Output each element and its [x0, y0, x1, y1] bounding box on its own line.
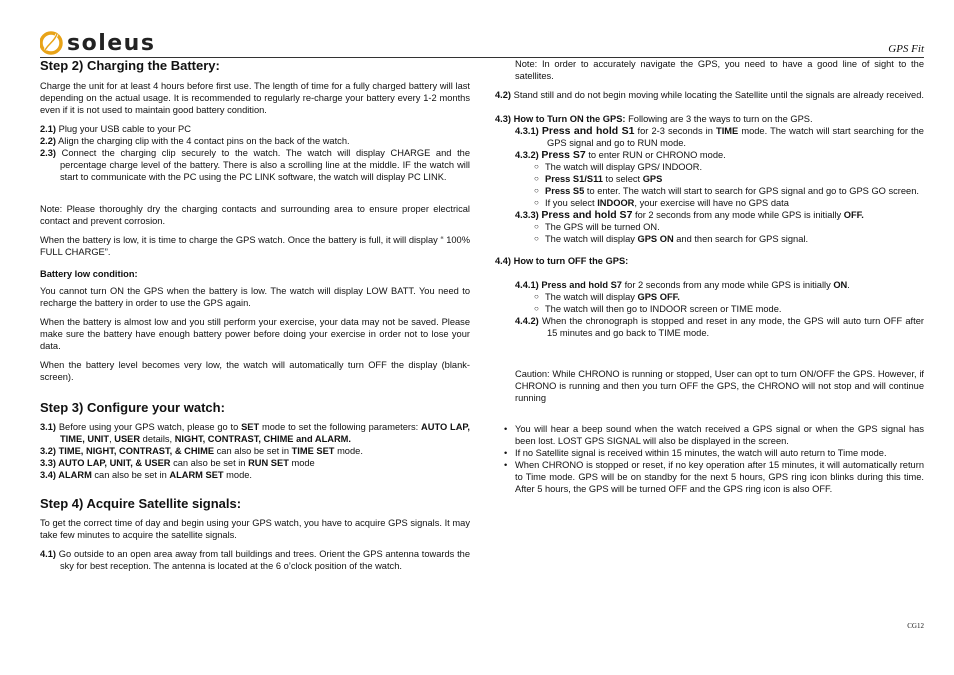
- step-3-2: 3.2) TIME, NIGHT, CONTRAST, & CHIME can also be set in TIME SET mode.: [40, 446, 363, 456]
- soleus-logo-icon: [40, 28, 190, 58]
- step-2-2: 2.2) Align the charging clip with the 4 contact pins on the back of the watch.: [40, 136, 350, 146]
- step-3-1: 3.1) Before using your GPS watch, please go to SET mode to set the following parameters: AUTO LAP, TIME, UNIT, USER details, NIGHT, CONTRAST, CHIME and ALARM.: [40, 422, 470, 444]
- step-2-3: 2.3) Connect the charging clip securely to the watch. The watch will display CHARGE and the percentage charge level of the battery. There is also a scrolling line at the middle. IF the watch will start to communicate with the PC using the PC LINK software, the watch will display PC LINK.: [40, 148, 470, 182]
- step-4-4-1-option-2: ○ The watch will then go to INDOOR screen or TIME mode.: [495, 303, 924, 315]
- step2-title: Step 2) Charging the Battery:: [40, 58, 220, 73]
- battery-low-para-1: You cannot turn ON the GPS when the battery is low. The watch will display LOW BATT. You need to recharge the battery in order to use the GPS again.: [40, 286, 470, 308]
- battery-full-text: When the battery is low, it is time to charge the GPS watch. Once the battery is full, it will display “ 100% FULL CHARGE”.: [40, 235, 470, 257]
- step-3-4: 3.4) ALARM can also be set in ALARM SET mode.: [40, 470, 253, 480]
- step2-intro: Charge the unit for at least 4 hours before first use. The length of time for a fully charged battery will last depending on the actual usage. It is recommended to regularly re-charge your battery every 1-2 months even if it is not used to maintain good battery condition.: [40, 81, 470, 115]
- step-4-3-heading: 4.3) How to Turn ON the GPS: Following are 3 the ways to turn on the GPS.: [495, 114, 813, 124]
- product-name: GPS Fit: [888, 43, 924, 55]
- battery-low-para-2: When the battery is almost low and you still perform your exercise, your data may not be saved. Please make sure the battery have enough battery power before doing your exercise in order not to lose your data.: [40, 317, 470, 351]
- step-4-2: 4.2) Stand still and do not begin moving while locating the Satellite until the signals are already received.: [495, 90, 924, 100]
- step-4-3-2-option-3: ○ Press S5 to enter. The watch will start to search for GPS signal and go to GPS GO screen.: [495, 185, 924, 197]
- note-bullet-1: • You will hear a beep sound when the watch received a GPS signal or when the GPS signal has been lost. LOST GPS SIGNAL will also be displayed in the screen.: [495, 423, 924, 447]
- step-4-3-2-option-2: ○ Press S1/S11 to select GPS: [495, 173, 924, 185]
- brand-logo: [40, 28, 190, 58]
- note-dry-contacts: Note: Please thoroughly dry the charging contacts and surrounding area to ensure proper electrical contact and prevent corrosion.: [40, 204, 470, 226]
- step3-title: Step 3) Configure your watch:: [40, 400, 225, 415]
- step-4-4-1: 4.4.1) Press and hold S7 for 2 seconds from any mode while GPS is initially ON.: [515, 280, 850, 290]
- step-4-3-3-option-2: ○ The watch will display GPS ON and then search for GPS signal.: [495, 233, 924, 245]
- step-4-3-2: 4.3.2) Press S7 to enter RUN or CHRONO mode.: [515, 149, 726, 161]
- left-column: [40, 58, 470, 572]
- step-4-4-1-option-1: ○ The watch will display GPS OFF.: [495, 291, 924, 303]
- step4-title: Step 4) Acquire Satellite signals:: [40, 496, 242, 511]
- step-4-3-3: 4.3.3) Press and hold S7 for 2 seconds from any mode while GPS is initially OFF.: [515, 209, 864, 221]
- footer-code: CG12: [907, 622, 924, 630]
- note-bullet-2: • If no Satellite signal is received within 15 minutes, the watch will auto return to Time mode.: [495, 447, 924, 459]
- caution-text: Caution: While CHRONO is running or stopped, User can opt to turn ON/OFF the GPS. However, if CHRONO is running and then you turn OFF the GPS, the CHRONO will not stop and will continue running: [515, 369, 924, 403]
- step-4-4-2: 4.4.2) When the chronograph is stopped and reset in any mode, the GPS will auto turn OFF after 15 minutes and go back to TIME mode.: [515, 316, 924, 338]
- step-2-1: 2.1) Plug your USB cable to your PC: [40, 124, 191, 134]
- brand-name: soleus: [67, 31, 156, 56]
- step-4-3-2-option-1: ○ The watch will display GPS/ INDOOR.: [495, 161, 924, 173]
- note-line-of-sight: Note: In order to accurately navigate the GPS, you need to have a good line of sight to the satellites.: [515, 59, 924, 81]
- note-bullet-3: • When CHRONO is stopped or reset, if no key operation after 15 minutes, it will automatically return to Time mode. GPS will be on standby for the next 5 hours, GPS ring icon blinks during this time. After 5 hours, the GPS will be turned OFF and the GPS ring icon is also OFF.: [495, 459, 924, 495]
- step-4-3-2-option-4: ○ If you select INDOOR, your exercise will have no GPS data: [495, 197, 924, 209]
- battery-low-title: Battery low condition:: [40, 269, 138, 279]
- right-column: [495, 58, 924, 495]
- battery-low-para-3: When the battery level becomes very low, the watch will automatically turn OFF the display (blank-screen).: [40, 360, 470, 382]
- step-4-1: 4.1) Go outside to an open area away from tall buildings and trees. Orient the GPS antenna towards the sky for best reception. The antenna is located at the 6 o’clock position of the watch.: [40, 549, 470, 571]
- step-4-4-heading: 4.4) How to turn OFF the GPS:: [495, 256, 629, 266]
- step4-intro: To get the correct time of day and begin using your GPS watch, you have to acquire GPS signals. It may take few minutes to acquire the satellite signals.: [40, 518, 470, 540]
- step-4-3-1: 4.3.1) Press and hold S1 for 2-3 seconds in TIME mode. The watch will start searching for the GPS signal and go to RUN mode.: [515, 125, 924, 148]
- step-4-3-3-option-1: ○ The GPS will be turned ON.: [495, 221, 924, 233]
- step-3-3: 3.3) AUTO LAP, UNIT, & USER can also be set in RUN SET mode: [40, 458, 315, 468]
